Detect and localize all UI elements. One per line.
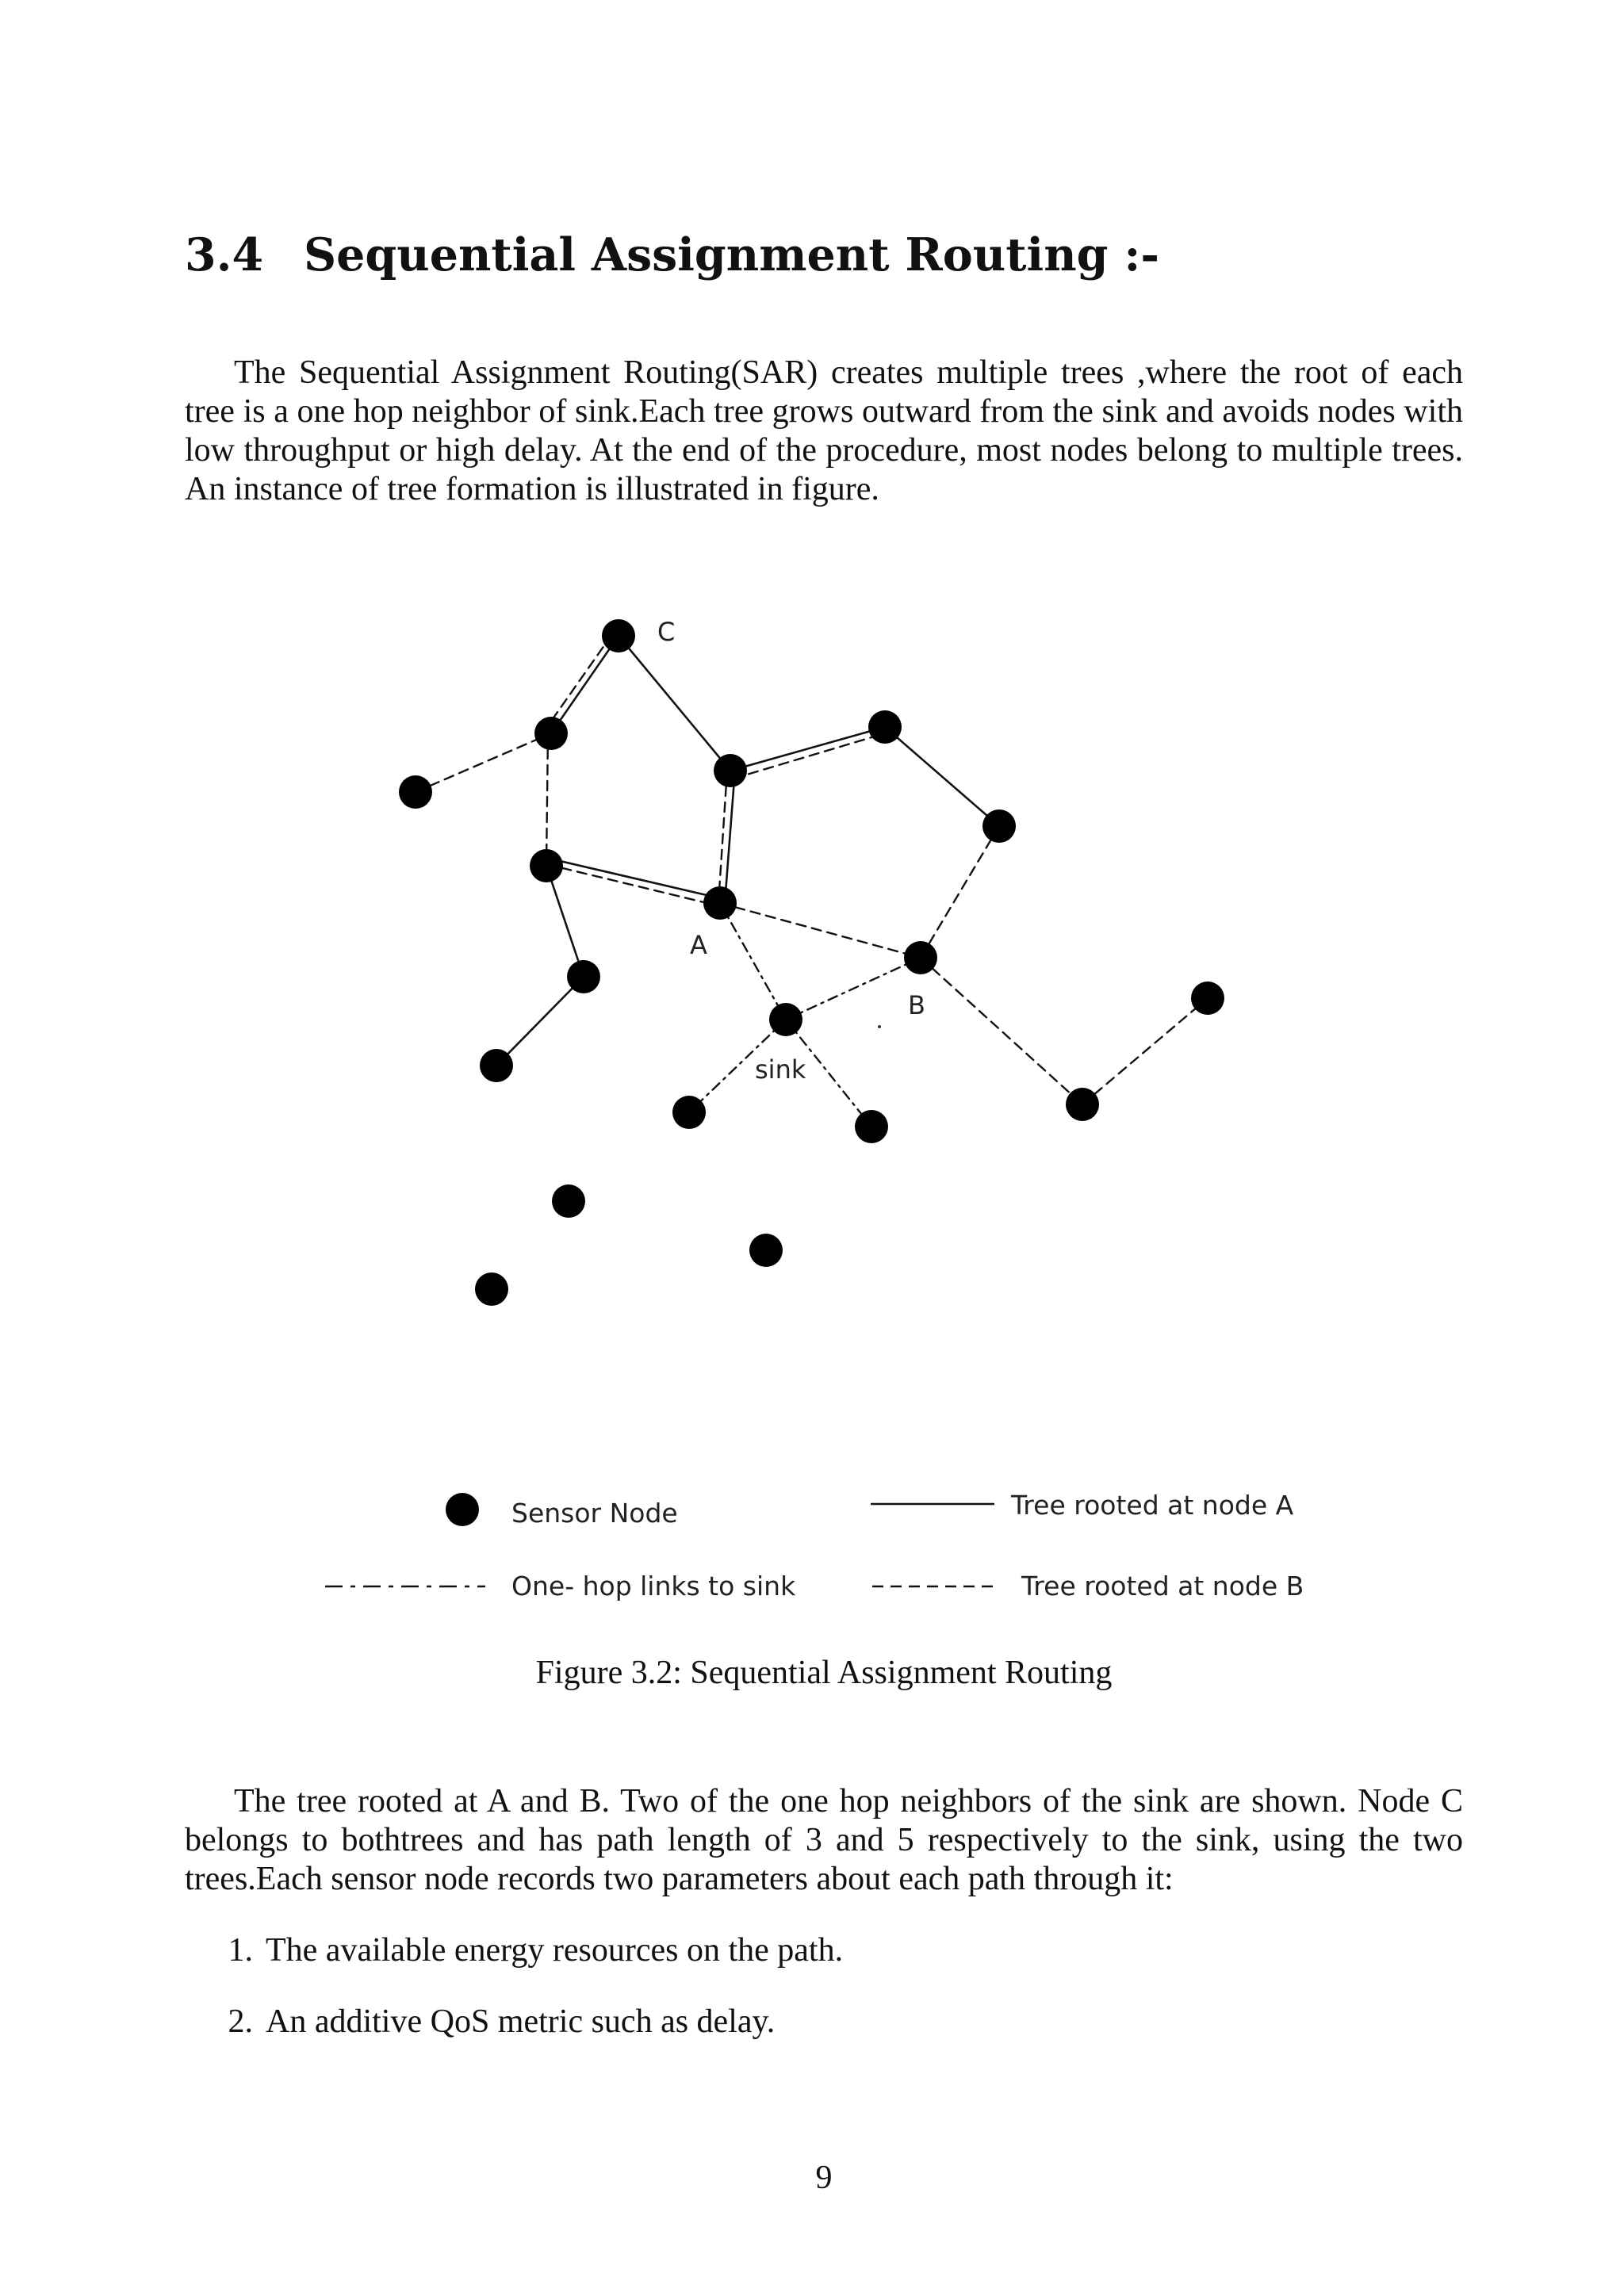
edge-c-n3 xyxy=(619,636,730,771)
list-marker: 2. xyxy=(228,2003,253,2040)
edge-n3-n4 xyxy=(730,727,885,771)
intro-paragraph-text: The Sequential Assignment Routing(SAR) creates multiple trees ,where the root of each tree is a one hop neighbor of sink.Each tree grows outward from the sink and avoids nodes with low throughput or high delay. At the end of the procedure, most nodes belong to multiple trees. An instance of tree formation is illustrated in figure. xyxy=(185,354,1463,507)
sensor-node xyxy=(749,1234,783,1267)
sensor-node xyxy=(714,754,747,787)
edge-n2-n6 xyxy=(546,733,548,864)
link-b-sink xyxy=(786,958,921,1020)
section-title: Sequential Assignment Routing :- xyxy=(304,228,1160,281)
sensor-node xyxy=(475,1272,508,1306)
sensor-node xyxy=(534,717,568,750)
edge-a-b xyxy=(720,903,921,958)
list-item xyxy=(185,2003,1463,2042)
edge-b-n9 xyxy=(921,958,1082,1104)
figure-legend xyxy=(325,1490,1304,1601)
edge-n6-a-dashed xyxy=(546,864,720,906)
sensor-node-a xyxy=(703,886,737,920)
edge-n5-b xyxy=(921,826,999,958)
edge-n3-n4-dashed xyxy=(733,733,885,779)
edge-n6-n7 xyxy=(546,866,584,977)
sensor-node-c xyxy=(602,619,635,652)
node-label-b: B xyxy=(908,990,925,1020)
legend-tree-b-label: Tree rooted at node B xyxy=(1021,1571,1304,1601)
one-hop-links xyxy=(689,903,921,1127)
sensor-node xyxy=(868,710,902,744)
sensor-node xyxy=(982,809,1016,843)
node-label-a: A xyxy=(690,930,707,960)
sensor-node xyxy=(567,960,600,993)
sensor-node xyxy=(552,1184,585,1218)
legend-sensor-node-label: Sensor Node xyxy=(511,1498,678,1529)
sensor-node-sink xyxy=(769,1003,802,1036)
sensor-node xyxy=(1066,1088,1099,1121)
explanation-paragraph xyxy=(185,1782,1463,1899)
legend-sensor-node-icon xyxy=(446,1493,479,1526)
page-number: 9 xyxy=(815,2160,833,2196)
stray-dot xyxy=(878,1025,881,1028)
list-item-text: An additive QoS metric such as delay. xyxy=(266,2003,776,2040)
edge-n4-n5 xyxy=(885,727,999,826)
sensor-node xyxy=(480,1049,513,1082)
legend-one-hop-label: One- hop links to sink xyxy=(511,1571,796,1601)
figure-caption: Figure 3.2: Sequential Assignment Routing xyxy=(535,1655,1113,1691)
path-parameters-list xyxy=(185,1931,1463,2074)
edge-n1-n2 xyxy=(416,733,551,792)
sensor-node xyxy=(530,849,563,882)
edge-c-n2 xyxy=(551,636,619,733)
list-marker: 1. xyxy=(228,1932,253,1969)
sensor-node-b xyxy=(904,941,937,974)
legend-tree-a-label: Tree rooted at node A xyxy=(1011,1490,1294,1521)
edge-c-n2-dashed xyxy=(545,634,612,730)
section-number: 3.4 xyxy=(185,228,264,281)
node-label-c: C xyxy=(657,617,676,647)
sensor-node xyxy=(399,775,432,809)
sensor-node xyxy=(1191,982,1224,1015)
sensor-nodes xyxy=(399,619,1224,1306)
edge-n6-a xyxy=(546,858,720,898)
sensor-node xyxy=(855,1110,888,1143)
edge-n9-n10 xyxy=(1082,998,1208,1104)
list-item-text: The available energy resources on the path. xyxy=(266,1932,844,1969)
node-label-sink: sink xyxy=(755,1054,806,1085)
list-item xyxy=(185,1931,1463,1970)
sensor-node xyxy=(672,1096,706,1129)
edge-n7-n8 xyxy=(496,977,584,1066)
link-a-sink xyxy=(720,903,786,1020)
explanation-paragraph-text: The tree rooted at A and B. Two of the one hop neighbors of the sink are shown. Node C belongs to bothtrees and has path length of 3 and 5 respectively to the sink, using the two trees.Each sensor node records two parameters about each path through it: xyxy=(185,1783,1463,1897)
